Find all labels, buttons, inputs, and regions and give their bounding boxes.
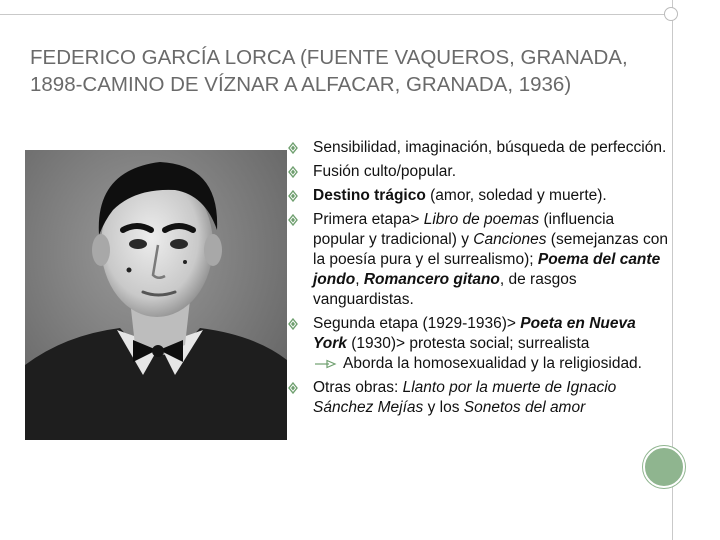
- slide-title: FEDERICO GARCÍA LORCA (FUENTE VAQUEROS, GRANADA, 1898-CAMINO DE VÍZNAR A ALFACAR, GRANADA, 1936): [30, 46, 628, 96]
- green-circle-decoration: [643, 446, 685, 488]
- bullet-text: Fusión culto/popular.: [313, 163, 457, 180]
- bullet-text: (1930)> protesta social; surrealista: [346, 335, 590, 352]
- bullet-text: Segunda etapa (1929-1936)>: [313, 315, 521, 332]
- work-title: Llanto por la muerte de Ignacio Sánchez Mejías: [313, 379, 617, 416]
- bullet-text: , de rasgos vanguardistas.: [313, 271, 577, 308]
- diamond-bullet-icon: [288, 382, 298, 394]
- work-title: Poeta en Nueva York: [313, 315, 636, 352]
- bullet-otras-obras: [288, 378, 668, 418]
- diamond-bullet-icon: [288, 214, 298, 226]
- bullet-list: [288, 138, 668, 422]
- work-title: Canciones: [473, 231, 547, 248]
- bullet-segunda-etapa: [288, 314, 668, 374]
- diamond-bullet-icon: [288, 142, 298, 154]
- arrow-bullet-icon: [313, 359, 339, 369]
- bullet-text: (influencia popular y tradicional) y: [313, 211, 615, 248]
- frame-top-line: [0, 14, 672, 15]
- sub-bullet-text: Aborda la homosexualidad y la religiosidad.: [343, 355, 642, 372]
- bullet-fusion: [288, 162, 668, 182]
- work-title: Sonetos del amor: [463, 399, 586, 416]
- bullet-text: ,: [355, 271, 364, 288]
- sub-bullet-list: [313, 354, 668, 374]
- diamond-bullet-icon: [288, 190, 298, 202]
- bullet-destino: [288, 186, 668, 206]
- bullet-sensibilidad: [288, 138, 668, 158]
- portrait-photo-icon: [25, 150, 287, 440]
- diamond-bullet-icon: [288, 318, 298, 330]
- diamond-bullet-icon: [288, 166, 298, 178]
- work-title: Libro de poemas: [423, 211, 540, 228]
- bullet-primera-etapa: [288, 210, 668, 310]
- work-title: Romancero gitano: [363, 271, 500, 288]
- sub-bullet-aborda: [313, 354, 668, 374]
- portrait-photo: [25, 150, 287, 440]
- bullet-bold-text: Destino trágico: [313, 187, 426, 204]
- bullet-text: (amor, soledad y muerte).: [425, 187, 607, 204]
- bullet-text: (semejanzas con la poesía pura y el surrealismo);: [313, 231, 668, 268]
- top-circle-decoration: [664, 7, 678, 21]
- bullet-text: y los: [423, 399, 464, 416]
- bullet-text: Primera etapa>: [313, 211, 424, 228]
- bullet-text: Sensibilidad, imaginación, búsqueda de perfección.: [313, 139, 667, 156]
- work-title: Poema del cante jondo: [313, 251, 661, 288]
- bullet-text: Otras obras:: [313, 379, 403, 396]
